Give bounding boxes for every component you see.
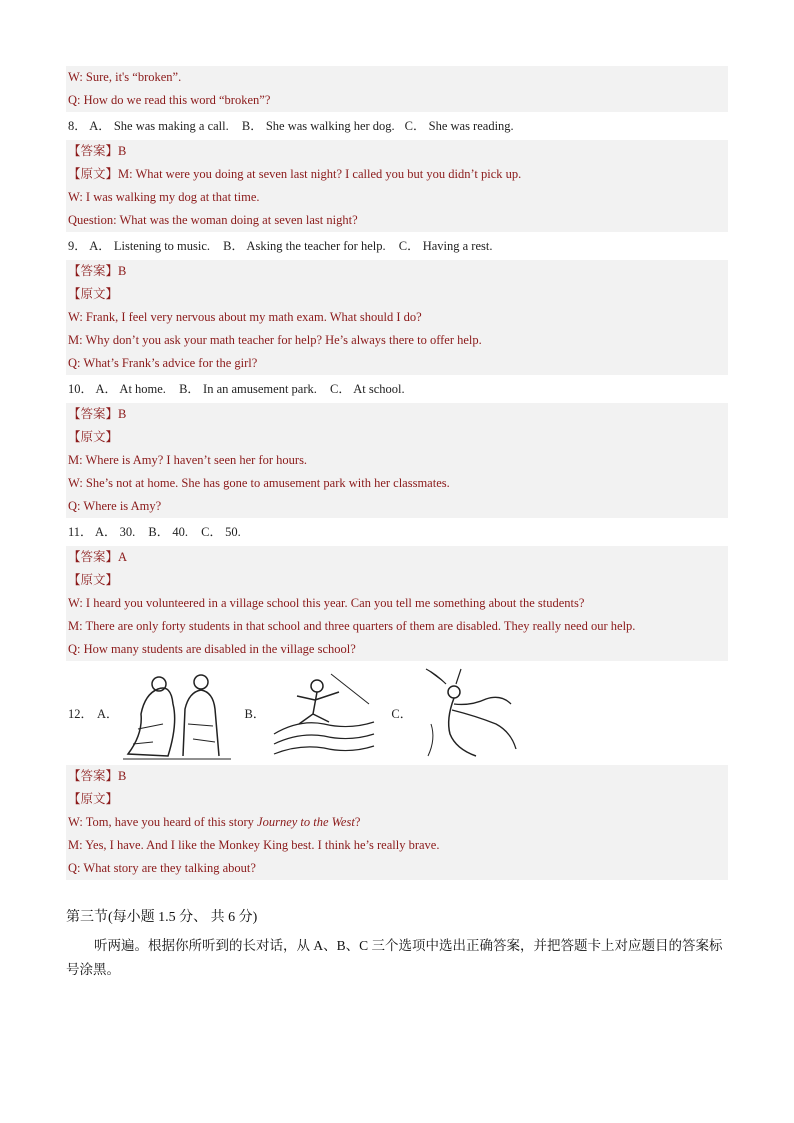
question-number: 10． xyxy=(68,382,94,396)
question-number: 11． xyxy=(68,525,93,539)
story-title: Journey to the West xyxy=(257,815,355,829)
transcript-line: M: Where is Amy? I haven’t seen her for hours. xyxy=(66,449,728,472)
answer-label: 【答案】B xyxy=(66,403,728,426)
transcript-text: ? xyxy=(354,815,361,829)
transcript-line: M: Yes, I have. And I like the Monkey King best. I think he’s really brave. xyxy=(66,834,728,857)
question-number: 8． xyxy=(68,119,87,133)
transcript-line: W: Frank, I feel very nervous about my math exam. What should I do? xyxy=(66,306,728,329)
question-number: 9． xyxy=(68,239,87,253)
transcript-line: Q: What’s Frank’s advice for the girl? xyxy=(66,352,728,375)
option-a: A． Listening to music. xyxy=(89,239,211,253)
question-8 xyxy=(66,112,728,140)
option-b: B． xyxy=(244,707,266,721)
option-b: B． She was walking her dog. xyxy=(241,119,395,133)
option-c: C． She was reading. xyxy=(404,119,514,133)
option-a: A． She was making a call. xyxy=(89,119,229,133)
transcript-line: Q: Where is Amy? xyxy=(66,495,728,518)
transcript-line: M: There are only forty students in that school and three quarters of them are disabled. They really need our help. xyxy=(66,615,728,638)
instruction-paragraph: 听两遍。根据你所听到的长对话，从 A、B、C 三个选项中选出正确答案，并把答题卡上对应题目的答案标号涂黑。 xyxy=(66,938,723,977)
question-11 xyxy=(66,518,728,546)
illustration-a-image xyxy=(123,664,231,762)
transcript-line: W: I was walking my dog at that time. xyxy=(66,186,728,209)
transcript-line: M: Why don’t you ask your math teacher for help? He’s always there to offer help. xyxy=(66,329,728,352)
transcript-label: 【原文】 xyxy=(66,283,728,306)
transcript-line xyxy=(66,811,728,834)
illustration-c-image xyxy=(416,664,524,762)
exam-page xyxy=(66,66,728,982)
transcript-line: W: I heard you volunteered in a village school this year. Can you tell me something about the students? xyxy=(66,592,728,615)
transcript-line: Q: What story are they talking about? xyxy=(66,857,728,880)
transcript-label: 【原文】 xyxy=(66,426,728,449)
transcript-line: Question: What was the woman doing at seven last night? xyxy=(66,209,728,232)
option-b: B． 40. xyxy=(148,525,188,539)
illustration-b-image xyxy=(269,664,377,762)
transcript-line: 【原文】M: What were you doing at seven last night? I called you but you didn’t pick up. xyxy=(66,163,728,186)
section-title: 第三节(每小题 1.5 分、 共 6 分) xyxy=(66,910,258,925)
answer-label: 【答案】B xyxy=(66,140,728,163)
answer-label: 【答案】B xyxy=(66,765,728,788)
option-b: B． In an amusement park. xyxy=(179,382,317,396)
option-c: C． Having a rest. xyxy=(398,239,493,253)
option-a: A． xyxy=(97,707,119,721)
transcript-label: 【原文】 xyxy=(66,788,728,811)
question-number: 12． xyxy=(68,707,94,721)
option-c: C． 50. xyxy=(201,525,241,539)
option-a: A． At home. xyxy=(95,382,166,396)
answer-label: 【答案】B xyxy=(66,260,728,283)
transcript-label: 【原文】 xyxy=(66,569,728,592)
transcript-line: W: She’s not at home. She has gone to amusement park with her classmates. xyxy=(66,472,728,495)
question-9 xyxy=(66,232,728,260)
option-a: A． 30. xyxy=(94,525,136,539)
dialogue-line: W: Sure, it's “broken”. xyxy=(66,66,728,89)
option-c: C． xyxy=(391,707,413,721)
transcript-text: W: Tom, have you heard of this story xyxy=(68,815,258,829)
question-10 xyxy=(66,375,728,403)
option-c: C． At school. xyxy=(330,382,405,396)
transcript-line: Q: How many students are disabled in the village school? xyxy=(66,638,728,661)
dialogue-line: Q: How do we read this word “broken”? xyxy=(66,89,728,112)
option-b: B． Asking the teacher for help. xyxy=(223,239,386,253)
question-12 xyxy=(66,661,728,765)
answer-label: 【答案】A xyxy=(66,546,728,569)
